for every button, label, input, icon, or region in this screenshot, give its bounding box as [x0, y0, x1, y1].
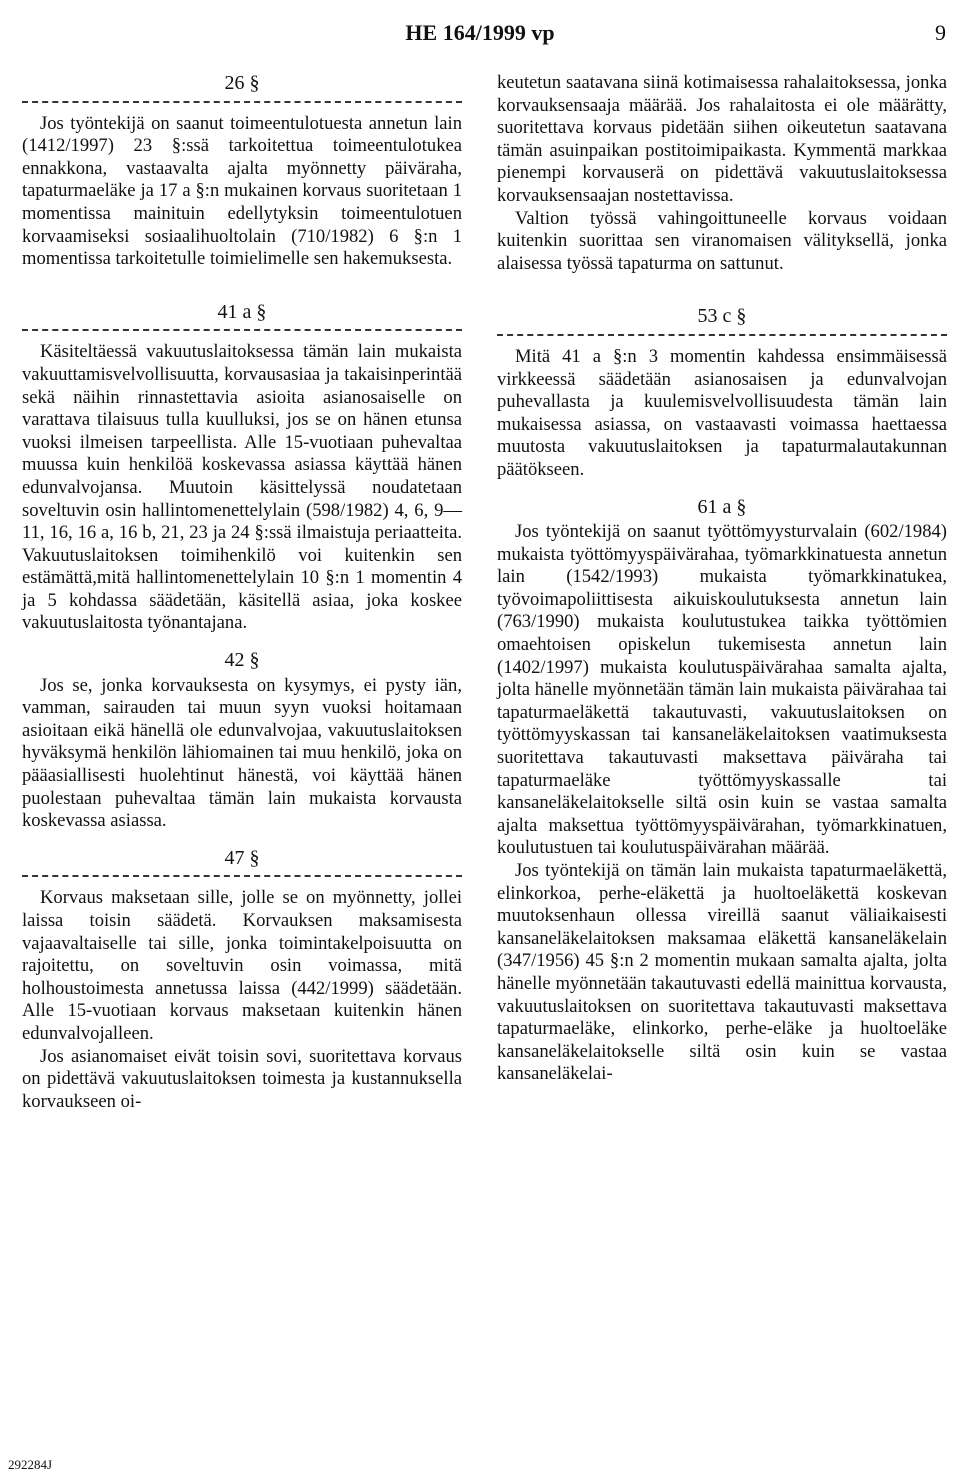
paragraph: Jos se, jonka korvauksesta on kysymys, ei pysty iän, vamman, sairauden tai muun syyn vuoksi hoitamaan asioitaan eikä hänellä ole edunvalvojaa, vakuutuslaitoksen hyväksymä henkilön lähiomainen tai muu henkilö, joka on pääasiallisesti huolehtinut hänestä, voi käyttää hänen puolestaan puhevaltaa tämän lain mukaista korvausta koskevassa asiassa. [22, 674, 462, 832]
section-title: 41 a § [217, 300, 267, 323]
paragraph: Jos asianomaiset eivät toisin sovi, suoritettava korvaus on pidettävä vakuutuslaitoksen toimesta ja kustannuksella korvaukseen oi- [22, 1045, 462, 1112]
paragraph: Valtion työssä vahingoittuneelle korvaus voidaan kuitenkin suorittaa sen viranomaisen välityksellä, jonka alaisessa työssä tapaturma on sattunut. [497, 207, 947, 274]
paragraph: Jos työntekijä on tämän lain mukaista tapaturmaeläkettä, elinkorkoa, perhe-eläkettä ja huoltoeläkettä koskevan muutoksenhaun ollessa vireillä saanut väliaikaisesti kansaneläkelaitoksen maksamaa eläkettä kansaneläkelain (347/1956) 45 §:n 2 momentin mukaan samalta ajalta, jolta hänelle myönnetään takautuvasti edellä mainittua korvausta, vakuutuslaitoksen on suoritettava takautuvasti maksettava tapaturmaeläke, elinkorko, perhe-eläke ja huoltoeläke kansaneläkelaitokselle siltä osin kuin se vastaa kansaneläkelai- [497, 860, 947, 1085]
dashed-divider [22, 101, 462, 103]
section-42 [22, 649, 462, 833]
section-61a [497, 496, 947, 1086]
section-26 [22, 72, 462, 271]
section-title: 26 § [224, 72, 260, 94]
paragraph: Käsiteltäessä vakuutuslaitoksessa tämän lain mukaista vakuuttamisvelvollisuutta, korvausasiaa ja takaisinperintää sekä näihin rinnastettavia asioita asianosaiselle on varattava tilaisuus tulla kuulluksi, jos se on hänen etunsa vuoksi ilmeisen tarpeellista. Alle 15-vuotiaan puhevaltaa muussa kuin henkilöä koskevassa asiassa käyttää hänen edunvalvojansa. Muutoin käsittelyssä noudatetaan soveltuvin osin hallintomenettelylain (598/1982) 4, 6, 9—11, 16, 16 a, 16 b, 21, 23 ja 24 §:ssä ilmaistuja periaatteita. Vakuutuslaitoksen toimihenkilö voi kuitenkin sen estämättä,mitä hallintomenettelylain 10 §:n 1 momentin 4 ja 5 kohdassa säädetään, käsitellä asiaa, joka koskee vakuutuslaitosta työnantajana. [22, 341, 462, 634]
dashed-divider [497, 334, 947, 336]
dashed-divider [22, 875, 462, 877]
document-id: HE 164/1999 vp [405, 20, 555, 45]
section-41a [22, 301, 462, 635]
page-header [0, 20, 960, 50]
paragraph-continuation: keutetun saatavana siinä kotimaisessa rahalaitoksessa, jonka korvauksensaaja määrää. Jos rahalaitosta ei ole määrätty, suoritettava korvaus pidetään siihen oikeutetun saatavana tämän asuinpaikan postitoimipaikasta. Kymmentä markkaa pienempi korvauserä on pidettävä vakuutuslaitoksessa korvauksensaajan nostettavissa. [497, 72, 947, 206]
section-title: 42 § [224, 649, 260, 672]
section-title: 53 c § [697, 305, 747, 328]
paragraph: Jos työntekijä on saanut toimeentulotuesta annetun lain (1412/1997) 23 §:ssä tarkoitettua toimeentulotukea ennakkona, vastaavalta ajalta myönnetty päiväraha, tapaturmaeläke ja 17 a §:n mukainen korvaus suoritetaan 1 momentissa mainituin edellytyksin toimeentulotuen korvaamiseksi sosiaalihuoltolain (710/1982) 6 §:n 1 momentissa tarkoitetulle toimielimelle sen hakemuksesta. [22, 112, 462, 270]
section-47 [22, 847, 462, 1114]
left-column [22, 72, 462, 1113]
section-title: 47 § [224, 846, 260, 869]
print-code: 292284J [8, 1457, 53, 1472]
right-column [497, 72, 947, 1086]
section-title: 61 a § [697, 495, 747, 518]
section-53c [497, 305, 947, 481]
paragraph: Korvaus maksetaan sille, jolle se on myönnetty, jollei laissa toisin säädetä. Korvauksen maksamisesta vajaavaltaiselle tai sille, jonka toimintakelpoisuutta on rajoitettu, on soveltuvin osin voimassa, mitä holhoustoimesta annetussa laissa (442/1999) säädetään. Alle 15-vuotiaan korvaus maksetaan kuitenkin hänen edunvalvojalleen. [22, 887, 462, 1044]
dashed-divider [22, 329, 462, 331]
page-number: 9 [935, 20, 946, 45]
paragraph: Jos työntekijä on saanut työttömyysturvalain (602/1984) mukaista työttömyyspäivärahaa, työmarkkinatuesta annetun lain (1542/1993) mukaista työmarkkinatukea, työvoimapoliittisesta aikuiskoulutuksesta annetun lain (763/1990) mukaista koulutustukea taikka työttömien omaehtoisen opiskelun tukemisesta annetun lain (1402/1997) mukaista koulutuspäivärahaa samalta ajalta, jolta hänelle myönnetään tämän lain mukaista päivärahaa tai tapaturmaeläkettä takautuvasti, vakuutuslaitoksen on työttömyyskassan tai kansaneläkelaitoksen vaatimuksesta suoritettava takautuvasti maksettava päiväraha tai tapaturmaeläke työttömyyskassalle tai kansaneläkelaitokselle siltä osin kuin se vastaa samalta ajalta maksettua työttömyyspäivärahan, työmarkkinatuen, koulutustuen tai koulutuspäivärahan määrää. [497, 521, 947, 859]
paragraph: Mitä 41 a §:n 3 momentin kahdessa ensimmäisessä virkkeessä säädetään asianosaisen ja edunvalvojan puhevallasta ja kuulemisvelvollisuudesta tämän lain mukaisessa asiassa, on vastaavasti voimassa haettaessa muutosta vakuutuslaitoksen ja tapaturmalautakunnan päätökseen. [497, 345, 947, 480]
